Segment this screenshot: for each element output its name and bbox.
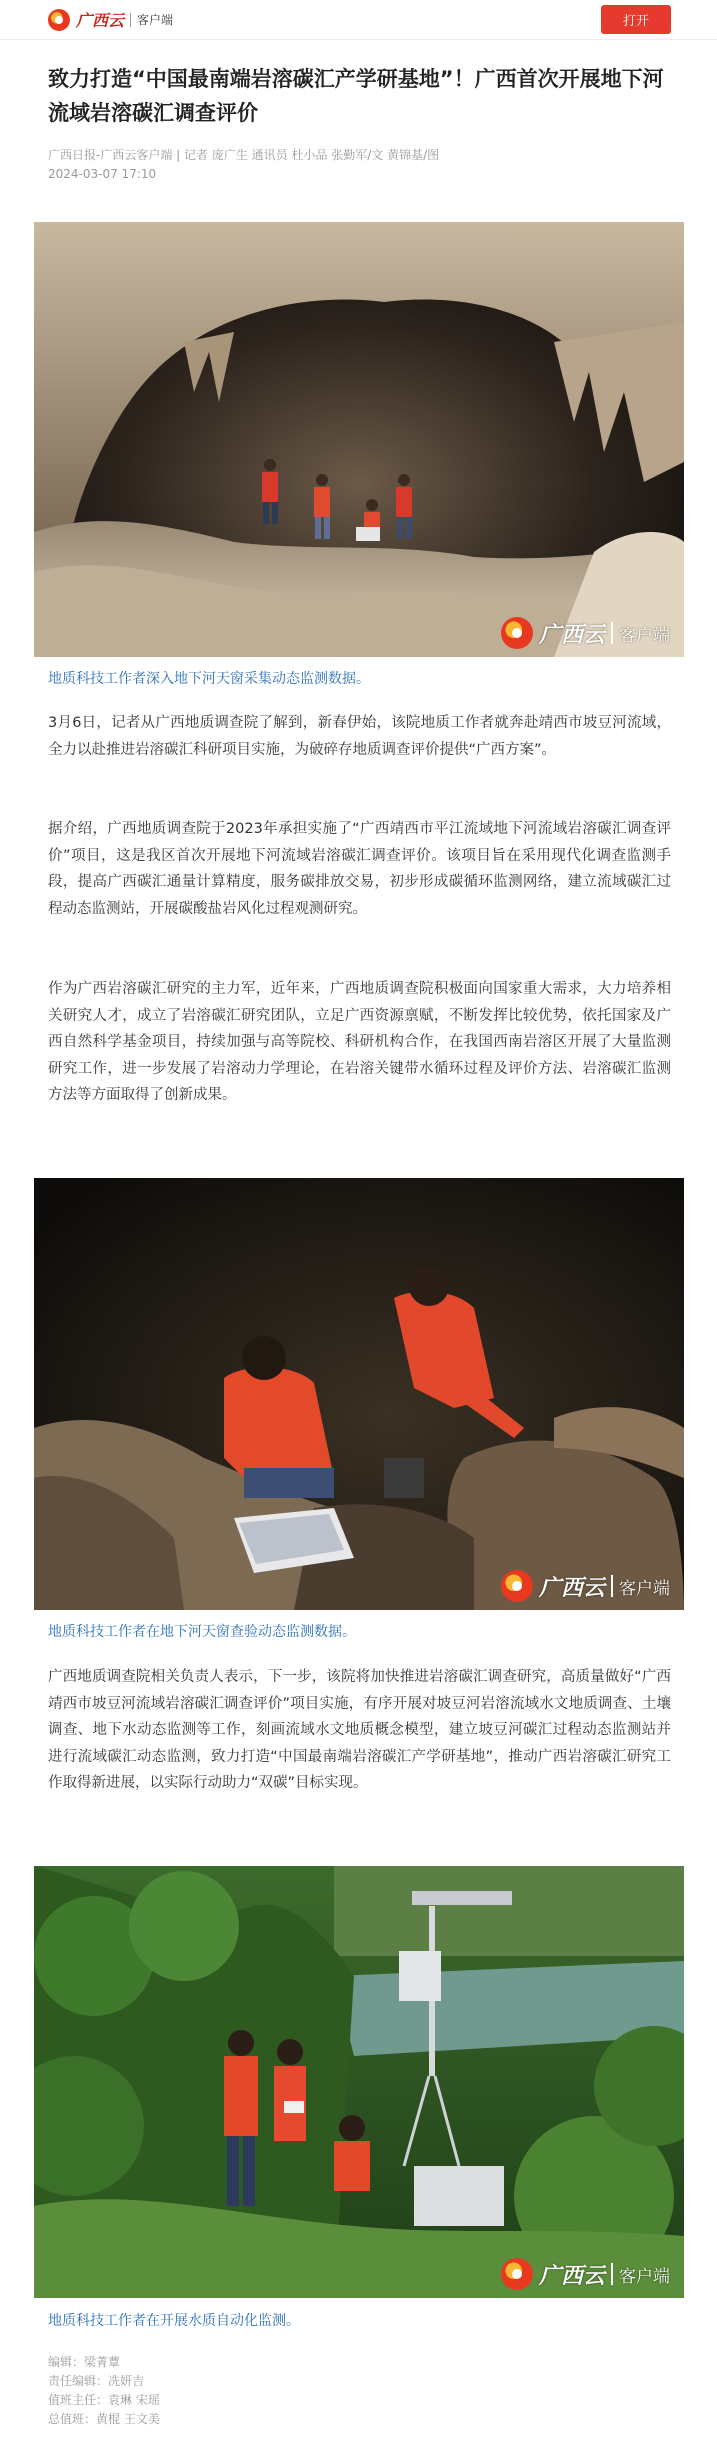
brand-tag: 客户端: [137, 13, 174, 27]
credit-responsible-editor: 责任编辑：冼妍吉: [48, 2374, 145, 2388]
watermark-logo-icon: [501, 2258, 533, 2290]
watermark-divider: [611, 622, 613, 644]
survey-photo-graphic: [34, 1178, 684, 1610]
watermark-name: 广西云: [538, 621, 605, 648]
brand-divider: [130, 13, 131, 27]
photo-watermark: [501, 1570, 670, 1602]
watermark-divider: [611, 2263, 613, 2285]
brand-logo-icon: [48, 9, 70, 31]
article-photo-2[interactable]: [34, 1178, 684, 1610]
watermark-logo-icon: [501, 617, 533, 649]
watermark-tag: 客户端: [619, 2266, 670, 2287]
watermark-tag: 客户端: [619, 1578, 670, 1599]
article-byline: 广西日报-广西云客户端 | 记者 庞广生 通讯员 杜小品 张勤军/文 黄锦基/图: [48, 148, 440, 162]
watermark-name: 广西云: [538, 2262, 605, 2289]
watermark-divider: [611, 1575, 613, 1597]
paragraph-1: 3月6日，记者从广西地质调查院了解到，新春伊始，该院地质工作者就奔赴靖西市坡豆河流域，全力以赴推进岩溶碳汇科研项目实施，为破碎存地质调查评价提供“广西方案”。: [48, 715, 671, 758]
photo-caption-2: 地质科技工作者在地下河天窗查验动态监测数据。: [48, 1624, 356, 1640]
article-photo-1[interactable]: [34, 222, 684, 657]
photo-watermark: [501, 617, 670, 649]
credit-duty-director: 值班主任：袁琳 宋瑶: [48, 2393, 160, 2407]
paragraph-3: 作为广西岩溶碳汇研究的主力军，近年来，广西地质调查院积极面向国家重大需求，大力培养相关研究人才，成立了岩溶碳汇研究团队，立足广西资源禀赋，不断发挥比较优势，依托国家及广西自然科学基金项目，持续加强与高等院校、科研机构合作，在我国西南岩溶区开展了大量监测研究工作，进一步发展了岩溶动力学理论，在岩溶关键带水循环过程及评价方法、岩溶碳汇监测方法等方面取得了创新成果。: [48, 981, 671, 1103]
paragraph-2: 据介绍，广西地质调查院于2023年承担实施了“广西靖西市平江流域地下河流域岩溶碳汇调查评价”项目，这是我区首次开展地下河流域岩溶碳汇调查评价。该项目旨在采用现代化调查监测手段，提高广西碳汇通量计算精度，服务碳排放交易，初步形成碳循环监测网络，建立流域碳汇过程动态监测站，开展碳酸盐岩风化过程观测研究。: [48, 821, 671, 917]
brand[interactable]: [48, 8, 173, 31]
credit-editor: 编辑：梁菁蕈: [48, 2355, 121, 2369]
watermark-name: 广西云: [538, 1574, 605, 1601]
open-app-button[interactable]: 打开: [601, 5, 671, 34]
credit-chief-on-duty: 总值班：黄棍 王文美: [48, 2412, 160, 2426]
photo-watermark: [501, 2258, 670, 2290]
top-bar: [0, 0, 717, 40]
article-photo-3[interactable]: [34, 1866, 684, 2298]
article-credits: [48, 2353, 160, 2429]
photo-caption-1: 地质科技工作者深入地下河天窗采集动态监测数据。: [48, 671, 370, 687]
watermark-tag: 客户端: [619, 625, 670, 646]
paragraph-4: 广西地质调查院相关负责人表示，下一步，该院将加快推进岩溶碳汇调查研究，高质量做好“广西靖西市坡豆河流域岩溶碳汇调查评价”项目实施，有序开展对坡豆河岩溶流域水文地质调查、土壤调查、地下水动态监测等工作，刻画流域水文地质概念模型，建立坡豆河碳汇过程动态监测站并进行流域碳汇动态监测，致力打造“中国最南端岩溶碳汇产学研基地”，推动广西岩溶碳汇研究工作取得新进展，以实际行动助力“双碳”目标实现。: [48, 1669, 671, 1791]
monitoring-photo-graphic: [34, 1866, 684, 2298]
article-date: 2024-03-07 17:10: [48, 167, 157, 181]
article-title: 致力打造“中国最南端岩溶碳汇产学研基地”！广西首次开展地下河流域岩溶碳汇调查评价: [48, 67, 664, 125]
photo-caption-3: 地质科技工作者在开展水质自动化监测。: [48, 2313, 300, 2329]
cave-photo-graphic: [34, 222, 684, 657]
brand-name: 广西云: [76, 11, 125, 30]
watermark-logo-icon: [501, 1570, 533, 1602]
